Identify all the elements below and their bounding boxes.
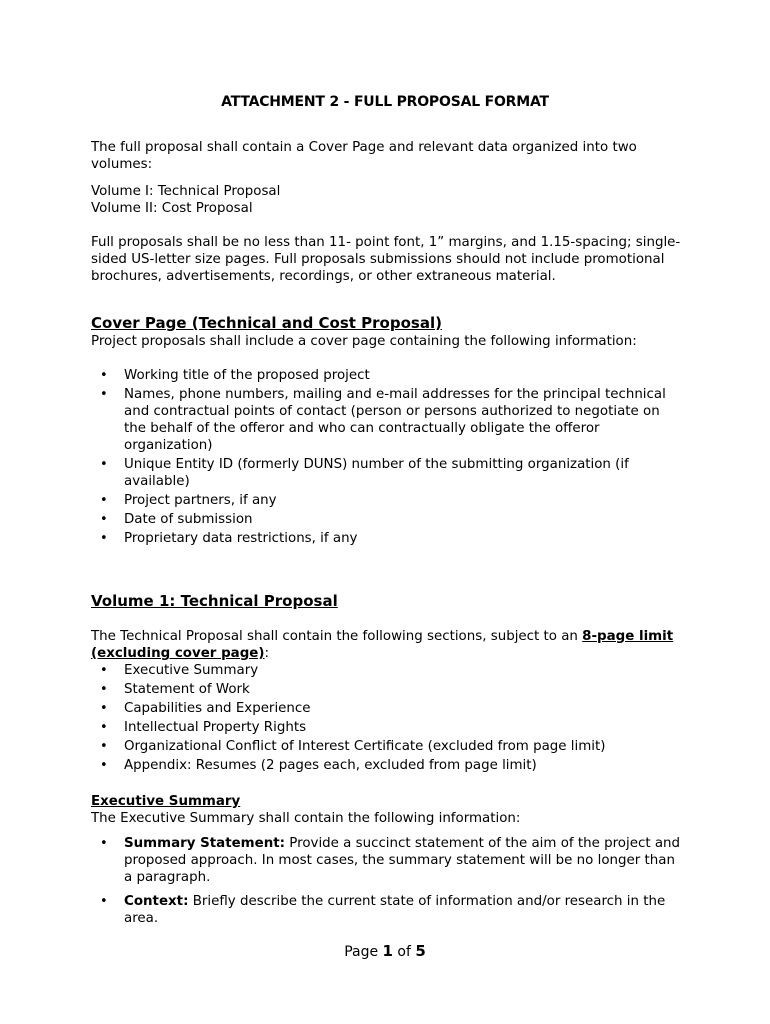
- bullet-icon: •: [100, 836, 108, 851]
- volume-list: [91, 183, 681, 217]
- list-item: • Date of submission: [100, 512, 253, 527]
- cover-page-list: [91, 367, 681, 547]
- bullet-icon: •: [100, 894, 108, 909]
- list-item: • Project partners, if any: [100, 493, 277, 508]
- list-item: • Summary Statement: Provide a succinct statement of the aim of the project and proposed approach. In most cases, the summary statement will be no longer than a paragraph.: [100, 836, 681, 885]
- technical-proposal-intro: The Technical Proposal shall contain the following sections, subject to an 8-page limit (excluding cover page):: [91, 629, 674, 661]
- bullet-icon: •: [100, 457, 108, 472]
- bullet-icon: •: [100, 682, 108, 697]
- bullet-icon: •: [100, 387, 108, 402]
- page-limit-emphasis: 8-page limit (excluding cover page): [91, 629, 674, 661]
- list-item: • Statement of Work: [100, 682, 250, 697]
- list-item: • Appendix: Resumes (2 pages each, excluded from page limit): [100, 758, 537, 773]
- list-item: • Names, phone numbers, mailing and e-mail addresses for the principal technical and contractual points of contact (person or persons authorized to negotiate on the behalf of the offeror and who can contractually obligate the offeror organization): [100, 387, 666, 453]
- list-item: • Capabilities and Experience: [100, 701, 311, 716]
- cover-page-intro: Project proposals shall include a cover page containing the following information:: [91, 334, 637, 349]
- total-page-count: 5: [415, 942, 426, 960]
- current-page-number: 1: [382, 942, 393, 960]
- cover-page-heading: Cover Page (Technical and Cost Proposal): [91, 314, 442, 332]
- document-title: ATTACHMENT 2 - FULL PROPOSAL FORMAT: [221, 94, 549, 110]
- bullet-icon: •: [100, 531, 108, 546]
- bullet-icon: •: [100, 739, 108, 754]
- bullet-icon: •: [100, 368, 108, 383]
- list-item: • Intellectual Property Rights: [100, 720, 307, 735]
- volume-1-line: Volume I: Technical Proposal: [91, 184, 281, 199]
- list-item: • Executive Summary: [100, 663, 259, 678]
- bullet-icon: •: [100, 663, 108, 678]
- list-item: • Working title of the proposed project: [100, 368, 370, 383]
- bullet-icon: •: [100, 720, 108, 735]
- bullet-icon: •: [100, 493, 108, 508]
- document-body: [91, 139, 681, 934]
- executive-summary-intro: The Executive Summary shall contain the following information:: [91, 811, 521, 826]
- intro-paragraph: The full proposal shall contain a Cover Page and relevant data organized into two volumes:: [91, 140, 637, 172]
- bullet-icon: •: [100, 701, 108, 716]
- list-item: • Organizational Conflict of Interest Certificate (excluded from page limit): [100, 739, 606, 754]
- format-rules-paragraph: Full proposals shall be no less than 11- point font, 1” margins, and 1.15-spacing; single- sided US-letter size pages. Full proposals submissions should not include promotional brochures, advertisements, recordings, or other extraneous material.: [91, 235, 681, 284]
- bullet-icon: •: [100, 758, 108, 773]
- bullet-icon: •: [100, 512, 108, 527]
- page-footer: Page 1 of 5: [344, 942, 426, 960]
- item-label: Context:: [124, 894, 189, 909]
- volume-2-line: Volume II: Cost Proposal: [91, 201, 253, 216]
- technical-proposal-heading: Volume 1: Technical Proposal: [91, 592, 338, 610]
- executive-summary-list: [91, 835, 681, 927]
- list-item: • Context: Briefly describe the current state of information and/or research in the area.: [100, 894, 666, 926]
- technical-proposal-list: [91, 662, 681, 774]
- list-item: • Proprietary data restrictions, if any: [100, 531, 358, 546]
- item-label: Summary Statement:: [124, 836, 286, 851]
- executive-summary-heading: Executive Summary: [91, 794, 241, 809]
- list-item: • Unique Entity ID (formerly DUNS) number of the submitting organization (if available): [100, 457, 629, 489]
